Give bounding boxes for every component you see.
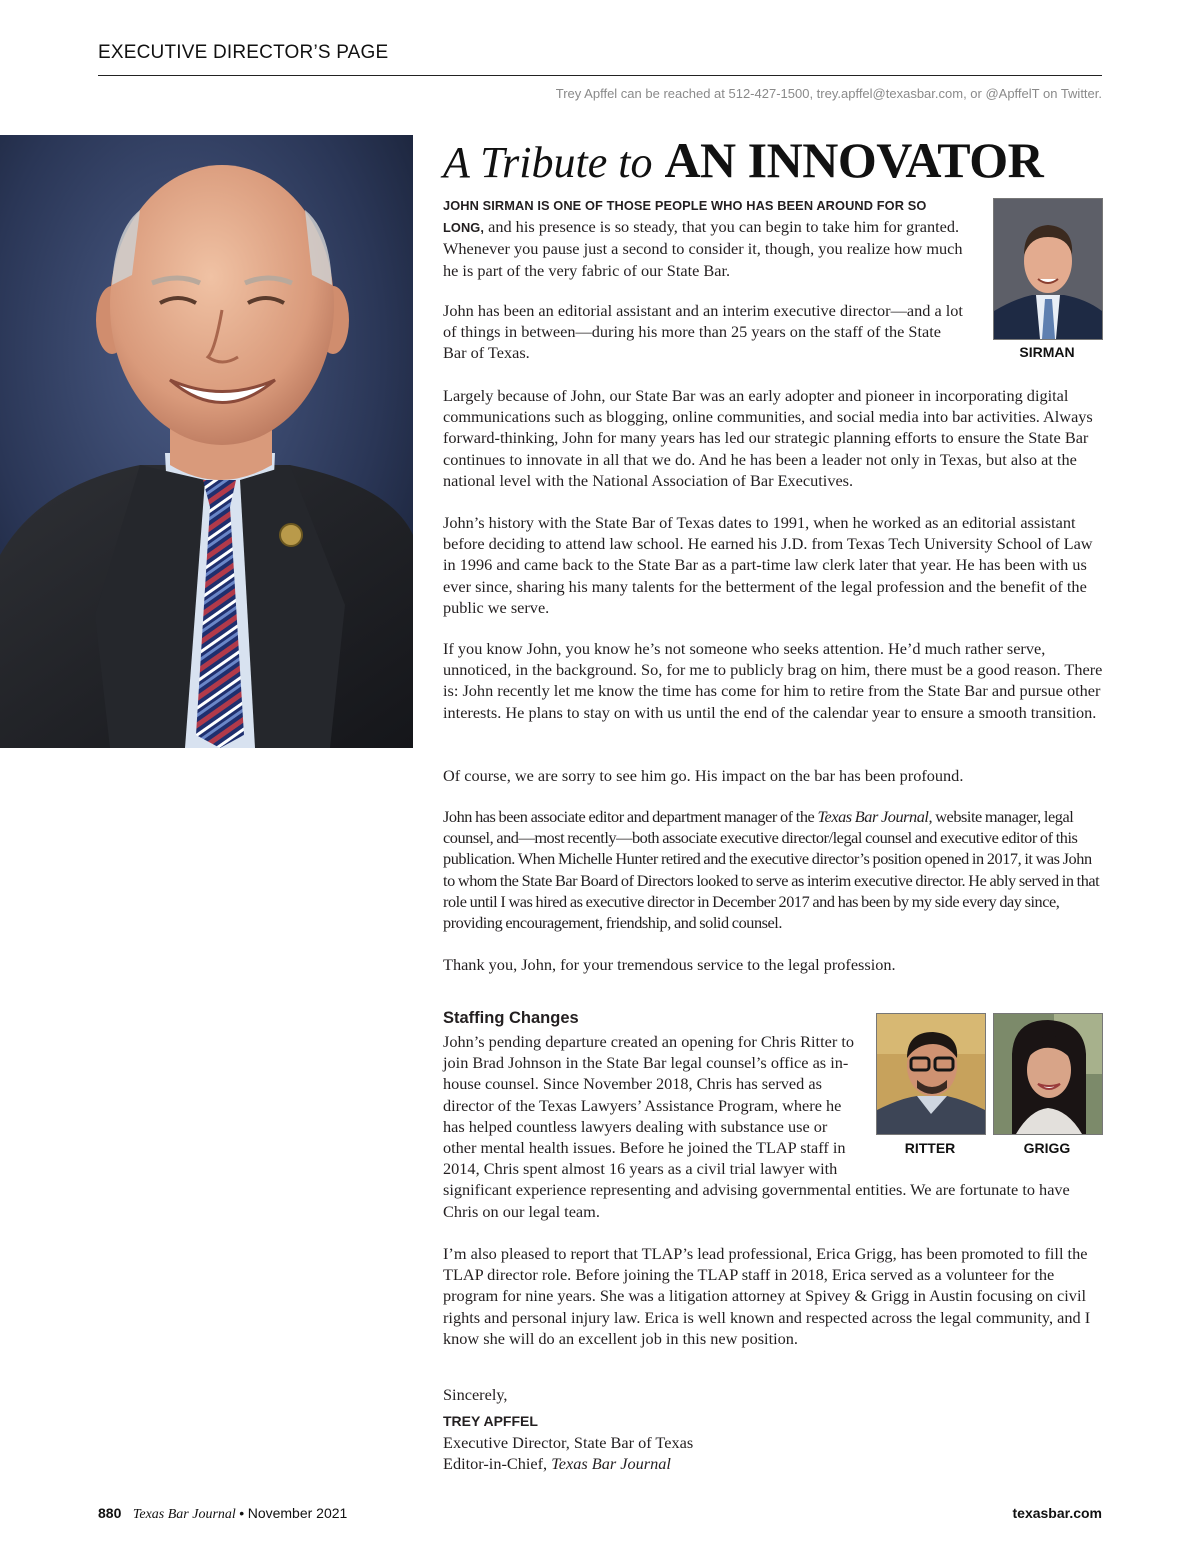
paragraph-7-text-b: website manager, legal counsel, and—most recently—both associate executive director/legal counsel and executive editor of this publication. When Michelle Hunter retired and the executive director’s position opened in 2017, it was John to whom the State Bar Board of Directors looked to serve as interim executive director. He ably served in that role until I was hired as executive director in December 2017 and has been by my side every day since, providing encouragement, friendship, and solid counsel.: [443, 807, 1100, 933]
staffing-heading: Staffing Changes: [443, 1009, 579, 1027]
paragraph-1-text: and his presence is so steady, that you can begin to take him for granted. Whenever you pause just a second to consider it, though, you realize how much he is part of the very fabric of our State Bar.: [443, 217, 963, 280]
section-header: EXECUTIVE DIRECTOR’S PAGE: [98, 42, 389, 63]
footer-left: [98, 1505, 347, 1523]
article-paragraph-4: John’s history with the State Bar of Texas dates to 1991, when he worked as an editorial assistant before deciding to attend law school. He earned his J.D. from Texas Tech University School of Law in 1996 and came back to the State Bar as a part-time law clerk later that year. He has been with us ever since, sharing his many talents for the betterment of the legal profession and the benefit of the public we serve.: [443, 513, 1093, 617]
closing-salutation: Sincerely,: [443, 1385, 508, 1404]
title-italic: A Tribute to: [443, 138, 653, 187]
ritter-headshot: [876, 1013, 986, 1135]
paragraph-7-text-a: John has been associate editor and department manager of the: [443, 807, 818, 826]
signer-subtitle: [443, 1454, 671, 1474]
title-bold: AN INNOVATOR: [664, 132, 1044, 188]
footer-website-link[interactable]: texasbar.com: [1012, 1505, 1102, 1521]
article-paragraph-8: Thank you, John, for your tremendous service to the legal profession.: [443, 955, 896, 974]
article-paragraph-6: Of course, we are sorry to see him go. His impact on the bar has been profound.: [443, 766, 964, 785]
staffing-paragraph-2: I’m also pleased to report that TLAP’s lead professional, Erica Grigg, has been promoted to fill the TLAP director role. Before joining the TLAP staff in 2018, Erica served as a volunteer for the program for nine years. She was a litigation attorney at Spivey & Grigg in Austin focusing on civil rights and personal injury law. Erica is well known and respected across the legal community, and I know she will do an excellent job in this new position.: [443, 1244, 1091, 1348]
page-number: 880: [98, 1505, 122, 1521]
signer-subtitle-text: Editor-in-Chief,: [443, 1454, 552, 1473]
caption-sirman: SIRMAN: [1019, 344, 1075, 360]
article-paragraph-3: Largely because of John, our State Bar was an early adopter and pioneer in incorporating digital communications such as blogging, online communities, and social media into bar activities. Always forward-thinking, John for many years has led our strategic planning efforts to ensure the State Bar continues to innovate in all that we do. And he has been a leader not only in Texas, but also at the national level with the National Association of Bar Executives.: [443, 386, 1093, 490]
header-divider: [98, 75, 1102, 76]
sirman-headshot: [993, 198, 1103, 340]
footer-publication: Texas Bar Journal: [132, 1507, 236, 1522]
article-paragraph-2: John has been an editorial assistant and an interim executive director—and a lot of things in between—during his more than 25 years on the staff of the State Bar of Texas.: [443, 301, 963, 363]
footer-bullet: •: [239, 1505, 245, 1521]
grigg-headshot: [993, 1013, 1103, 1135]
caption-ritter: RITTER: [904, 1140, 956, 1156]
caption-grigg: GRIGG: [1023, 1140, 1071, 1156]
signer-name: TREY APFFEL: [443, 1413, 538, 1429]
signer-title: Executive Director, State Bar of Texas: [443, 1433, 694, 1452]
article-paragraph-5: If you know John, you know he’s not someone who seeks attention. He’d much rather serve, unnoticed, in the background. So, for me to publicly brag on him, there must be a good reason. There is: John recently let me know the time has come for him to retire from the State Bar and pursue other interests. He plans to stay on with us until the end of the calendar year to ensure a smooth transition.: [443, 639, 1103, 722]
lead-in: JOHN SIRMAN IS ONE OF THOSE PEOPLE WHO HAS BEEN AROUND FOR SO LONG,: [443, 198, 927, 236]
article-paragraph-1: [443, 194, 965, 281]
article-title: [443, 128, 1043, 195]
sirman-portrait: [0, 135, 413, 748]
signer-publication: Texas Bar Journal: [551, 1454, 671, 1473]
article-paragraph-7: [443, 806, 1103, 933]
publication-name: Texas Bar Journal,: [817, 807, 933, 826]
contact-line: Trey Apffel can be reached at 512-427-1500, trey.apffel@texasbar.com, or @ApffelT on Twitter.: [555, 86, 1102, 101]
staffing-paragraph-1-text: John’s pending departure created an opening for Chris Ritter to join Brad Johnson in the State Bar legal counsel’s office as in-house counsel. Since November 2018, Chris has served as director of the Texas Lawyers’ Assistance Program, where he has helped countless lawyers dealing with substance use or other mental health issues. Before he joined the TLAP staff in 2014, Chris spent almost 16 years as a civil trial lawyer with significant experience representing and advising governmental entities. We are fortunate to have Chris on our legal team.: [443, 1032, 1070, 1221]
footer-date: November 2021: [247, 1505, 348, 1521]
